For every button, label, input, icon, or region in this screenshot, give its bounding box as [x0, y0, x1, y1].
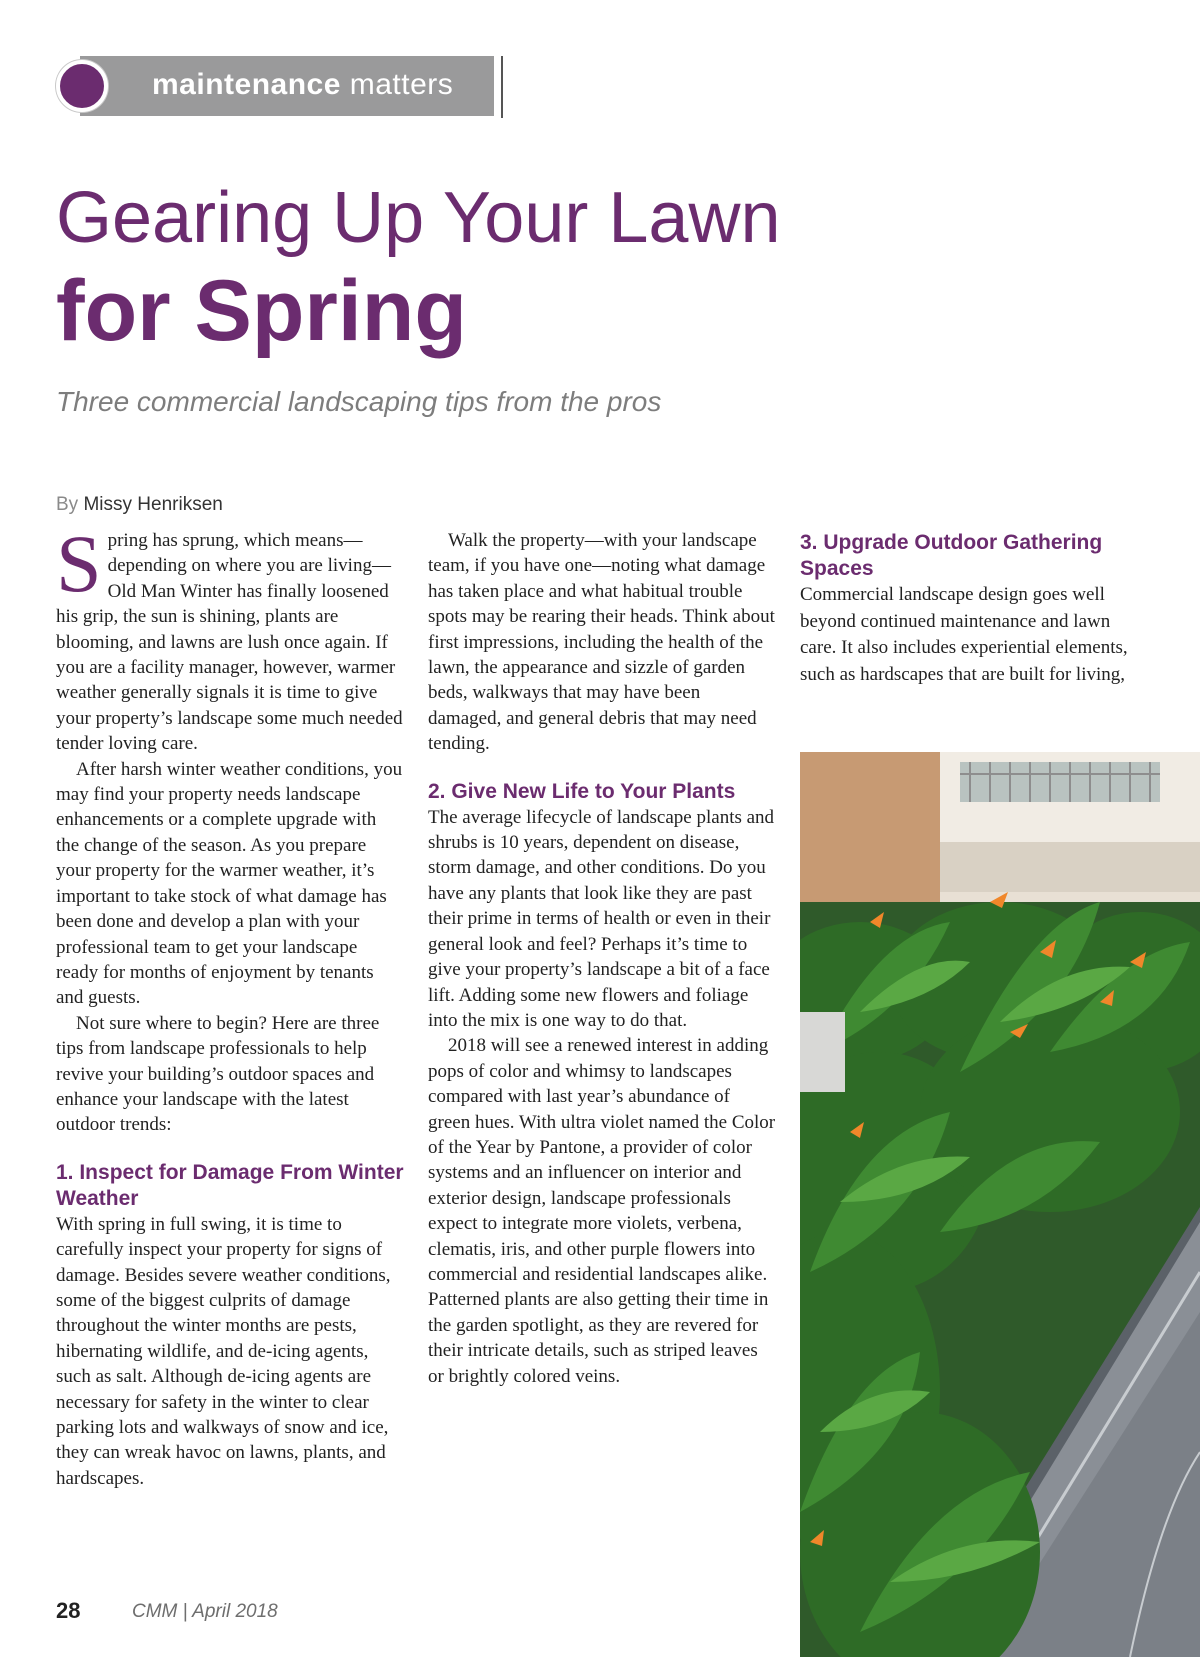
- article-paragraph: The average lifecycle of landscape plants and shrubs is 10 years, dependent on disease, storm damage, and other conditions. Do you have any plants that look like they are past their prime in terms of health or even in their general look and feel? Perhaps it’s time to give your property’s landscape a bit of a face lift. Adding some new flowers and foliage into the mix is one way to do that.: [428, 806, 775, 1031]
- page-subtitle: Three commercial landscaping tips from the pros: [56, 386, 662, 417]
- article-paragraph: Commercial landscape design goes well beyond continued maintenance and lawn care. It also includes experiential elements, such as hardscapes that are built for living,: [800, 584, 1128, 685]
- section-tag-light: matters: [349, 68, 454, 101]
- page-title-line1: Gearing Up Your Lawn: [56, 178, 781, 258]
- section-tag-circle: [56, 60, 108, 112]
- article-column-3: [800, 530, 1130, 688]
- section-tag-label: [152, 68, 453, 102]
- byline-prefix: By: [56, 494, 79, 515]
- section-heading-1: 1. Inspect for Damage From Winter Weather: [56, 1160, 404, 1210]
- page-number: 28: [56, 1598, 81, 1623]
- article-paragraph: After harsh winter weather conditions, you may find your property needs landscape enhancements or a complete upgrade with the change of the season. As you prepare your property for the warmer weather, it’s important to take stock of what damage has been done and develop a plan with your professional team to get your landscape ready for months of enjoyment by tenants and guests.: [56, 758, 403, 1009]
- section-tag-divider: [501, 56, 503, 118]
- article-paragraph: With spring in full swing, it is time to carefully inspect your property for signs of damage. Besides severe weather conditions, some of the biggest culprits of damage throughout the winter months are pests, hibernating wildlife, and de-icing agents, such as salt. Although de-icing agents are necessary for safety in the winter to clear parking lots and walkways of snow and ice, they can wreak havoc on lawns, plants, and hardscapes.: [56, 1213, 391, 1489]
- article-paragraph: 2018 will see a renewed interest in adding pops of color and whimsy to landscapes compared with last year’s abundance of green hues. With ultra violet named the Color of the Year by Pantone, a provider of color systems and an influencer on interior and exterior design, landscape professionals expect to integrate more violets, verbena, clematis, iris, and other purple flowers into commercial and residential landscapes alike. Patterned plants are also getting their time in the garden spotlight, as they are revered for their intricate details, such as striped leaves or brightly colored veins.: [428, 1035, 776, 1387]
- byline: [56, 494, 223, 516]
- section-tag: [56, 56, 506, 118]
- section-tag-bold: maintenance: [152, 68, 341, 101]
- footer-publication: CMM | April 2018: [132, 1601, 278, 1622]
- article-paragraph: Walk the property—with your landscape team, if you have one—noting what damage has taken place and what habitual trouble spots may be rearing their heads. Think about first impressions, including the health of the lawn, the appearance and sizzle of garden beds, walkways that may have been damaged, and general debris that may need tending.: [428, 530, 775, 755]
- drop-cap: S: [56, 518, 102, 609]
- landscape-photo: [800, 752, 1200, 1657]
- section-heading-3: 3. Upgrade Outdoor Gathering Spaces: [800, 531, 1103, 580]
- article-column-1: [56, 518, 404, 1491]
- article-column-2: [428, 528, 776, 1389]
- section-heading-2: 2. Give New Life to Your Plants: [428, 779, 736, 803]
- page-title-line2: for Spring: [56, 263, 467, 359]
- article-paragraph: [56, 518, 404, 757]
- article-paragraph: Not sure where to begin? Here are three tips from landscape professionals to help revive your building’s outdoor spaces and enhance your landscape with the latest outdoor trends:: [56, 1012, 380, 1136]
- byline-author: Missy Henriksen: [83, 494, 223, 515]
- paragraph-text: pring has sprung, which means—depending on where you are living—Old Man Winter has finally loosened his grip, the sun is shining, plants are blooming, and lawns are lush once again. If you are a facility manager, however, warmer weather generally signals it is time to give your property’s landscape some much needed tender loving care.: [56, 530, 403, 755]
